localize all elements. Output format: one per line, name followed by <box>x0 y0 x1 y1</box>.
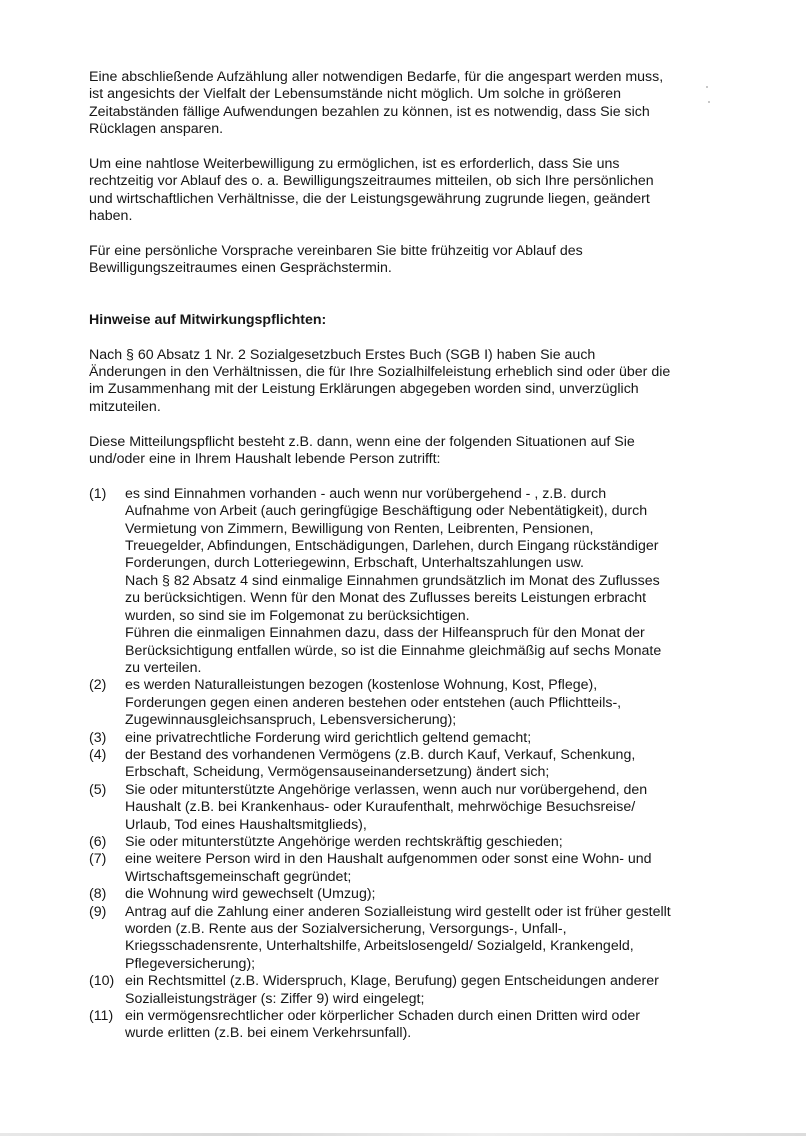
list-item-number: (3) <box>89 729 107 746</box>
spacer <box>89 468 739 485</box>
list-item <box>89 730 739 747</box>
spacer <box>89 226 739 243</box>
spacer <box>89 416 739 433</box>
list-item <box>89 1008 739 1043</box>
text-line: Nach § 60 Absatz 1 Nr. 2 Sozialgesetzbuch Erstes Buch (SGB I) haben Sie auch <box>89 346 596 363</box>
list-item-number: (7) <box>89 851 107 868</box>
paragraph <box>89 243 739 278</box>
list-item <box>89 904 739 974</box>
list-item-number: (10) <box>89 973 115 990</box>
list-item <box>89 886 739 903</box>
list-item-number: (2) <box>89 677 107 694</box>
list-item <box>89 851 739 886</box>
text-line: Berücksichtigung entfallen würde, so ist die Einnahme gleichmäßig auf sechs Monate <box>125 642 662 659</box>
list-item <box>89 834 739 851</box>
text-line: der Bestand des vorhandenen Vermögens (z.B. durch Kauf, Verkauf, Schenkung, <box>125 746 636 763</box>
text-line: Bewilligungszeitraumes einen Gesprächstermin. <box>89 260 392 277</box>
text-line: Führen die einmaligen Einnahmen dazu, dass der Hilfeanspruch für den Monat der <box>125 625 645 642</box>
situations-list <box>89 486 739 1043</box>
text-line: wurden, so sind sie im Folgemonat zu berücksichtigen. <box>125 607 470 624</box>
text-line: Für eine persönliche Vorsprache vereinbaren Sie bitte frühzeitig vor Ablauf des <box>89 243 583 260</box>
text-line: Diese Mitteilungspflicht besteht z.B. dann, wenn eine der folgenden Situationen auf Sie <box>89 433 635 450</box>
list-item <box>89 747 739 782</box>
text-line: Vermietung von Zimmern, Bewilligung von Renten, Leibrenten, Pensionen, <box>125 520 594 537</box>
list-item-text <box>125 486 739 677</box>
text-line: und wirtschaftlichen Verhältnisse, die der Leistungsgewährung zugrunde liegen, geändert <box>89 190 650 207</box>
paragraph <box>89 69 739 139</box>
text-line: wurde erlitten (z.B. bei einem Verkehrsunfall). <box>125 1025 412 1042</box>
list-item-text <box>125 973 739 1008</box>
text-line: Urlaub, Tod eines Haushaltsmitglieds), <box>125 816 367 833</box>
paragraph <box>89 347 739 417</box>
spacer <box>89 139 739 156</box>
list-item-number: (4) <box>89 746 107 763</box>
list-item-number: (9) <box>89 903 107 920</box>
list-item-number: (6) <box>89 833 107 850</box>
document-page <box>89 69 739 1043</box>
list-item-number: (8) <box>89 886 107 903</box>
text-line: Forderungen, durch Lotteriegewinn, Erbschaft, Unterhaltszahlungen usw. <box>125 555 585 572</box>
scan-artifact <box>706 86 708 88</box>
list-item-text <box>125 747 739 782</box>
list-item-number: (5) <box>89 781 107 798</box>
list-item <box>89 782 739 834</box>
text-line: ein vermögensrechtlicher oder körperlicher Schaden durch einen Dritten wird oder <box>125 1008 640 1025</box>
list-item-number: (11) <box>89 1008 114 1025</box>
text-line: im Zusammenhang mit der Leistung Erklärungen abgegeben worden sind, unverzüglich <box>89 381 639 398</box>
list-item-text <box>125 782 739 834</box>
text-line: Sozialleistungsträger (s: Ziffer 9) wird eingelegt; <box>125 990 425 1007</box>
text-line: mitzuteilen. <box>89 398 161 415</box>
text-line: Sie oder mitunterstützte Angehörige verlassen, wenn auch nur vorübergehend, den <box>125 781 648 798</box>
text-line: Zugewinnausgleichsanspruch, Lebensversicherung); <box>125 712 457 729</box>
spacer <box>89 329 739 346</box>
text-line: Um eine nahtlose Weiterbewilligung zu ermöglichen, ist es erforderlich, dass Sie uns <box>89 156 620 173</box>
text-line: es werden Naturalleistungen bezogen (kostenlose Wohnung, Kost, Pflege), <box>125 677 598 694</box>
section-spacer <box>89 278 739 312</box>
list-item-text <box>125 1008 739 1043</box>
obligations-section <box>89 347 739 486</box>
text-line: worden (z.B. Rente aus der Sozialversicherung, Versorgungs-, Unfall-, <box>125 921 567 938</box>
paragraph <box>89 434 739 469</box>
list-item-number: (1) <box>89 485 107 502</box>
text-line: Kriegsschadensrente, Unterhaltshilfe, Arbeitslosengeld/ Sozialgeld, Krankengeld, <box>125 938 634 955</box>
text-line: Änderungen in den Verhältnissen, die für Ihre Sozialhilfeleistung erheblich sind oder über die <box>89 364 671 381</box>
text-line: Nach § 82 Absatz 4 sind einmalige Einnahmen grundsätzlich im Monat des Zuflusses <box>125 572 660 589</box>
list-item <box>89 677 739 729</box>
text-line: haben. <box>89 208 133 225</box>
text-line: eine privatrechtliche Forderung wird gerichtlich geltend gemacht; <box>125 729 532 746</box>
list-item-text <box>125 730 739 747</box>
list-item-text <box>125 851 739 886</box>
text-line: Treuegelder, Abfindungen, Entschädigungen, Darlehen, durch Eingang rückständiger <box>125 538 659 555</box>
text-line: Wirtschaftsgemeinschaft gegründet; <box>125 868 352 885</box>
text-line: Erbschaft, Scheidung, Vermögensauseinandersetzung) ändert sich; <box>125 764 550 781</box>
text-line: eine weitere Person wird in den Haushalt aufgenommen oder sonst eine Wohn- und <box>125 851 652 868</box>
list-item-text <box>125 904 739 974</box>
section-heading: Hinweise auf Mitwirkungspflichten: <box>89 311 327 328</box>
text-line: Antrag auf die Zahlung einer anderen Sozialleistung wird gestellt oder ist früher gestellt <box>125 903 671 920</box>
list-item-text <box>125 834 739 851</box>
text-line: Zeitabständen fällige Aufwendungen bezahlen zu können, ist es notwendig, dass Sie sich <box>89 103 650 120</box>
text-line: Rücklagen ansparen. <box>89 121 224 138</box>
intro-section <box>89 69 739 278</box>
text-line: zu berücksichtigen. Wenn für den Monat des Zuflusses bereits Leistungen erbracht <box>125 590 647 607</box>
text-line: Haushalt (z.B. bei Krankenhaus- oder Kuraufenthalt, mehrwöchige Besuchsreise/ <box>125 799 636 816</box>
scan-artifact <box>708 101 710 103</box>
text-line: ist angesichts der Vielfalt der Lebensumstände nicht möglich. Um solche in größeren <box>89 86 622 103</box>
text-line: Forderungen gegen einen anderen bestehen oder entstehen (auch Pflichtteils-, <box>125 694 622 711</box>
text-line: Eine abschließende Aufzählung aller notwendigen Bedarfe, für die angespart werden muss, <box>89 69 664 85</box>
text-line: Pflegeversicherung); <box>125 955 256 972</box>
text-line: die Wohnung wird gewechselt (Umzug); <box>125 886 376 903</box>
text-line: zu verteilen. <box>125 659 202 676</box>
text-line: rechtzeitig vor Ablauf des o. a. Bewilligungszeitraumes mitteilen, ob sich Ihre persönlichen <box>89 173 654 190</box>
list-item <box>89 486 739 677</box>
text-line: ein Rechtsmittel (z.B. Widerspruch, Klage, Berufung) gegen Entscheidungen anderer <box>125 973 659 990</box>
text-line: Sie oder mitunterstützte Angehörige werden rechtskräftig geschieden; <box>125 833 563 850</box>
text-line: Aufnahme von Arbeit (auch geringfügige Beschäftigung oder Nebentätigkeit), durch <box>125 503 648 520</box>
list-item <box>89 973 739 1008</box>
list-item-text <box>125 677 739 729</box>
text-line: es sind Einnahmen vorhanden - auch wenn nur vorübergehend - , z.B. durch <box>125 485 607 502</box>
paragraph <box>89 156 739 226</box>
text-line: und/oder eine in Ihrem Haushalt lebende Person zutrifft: <box>89 451 441 468</box>
list-item-text <box>125 886 739 903</box>
